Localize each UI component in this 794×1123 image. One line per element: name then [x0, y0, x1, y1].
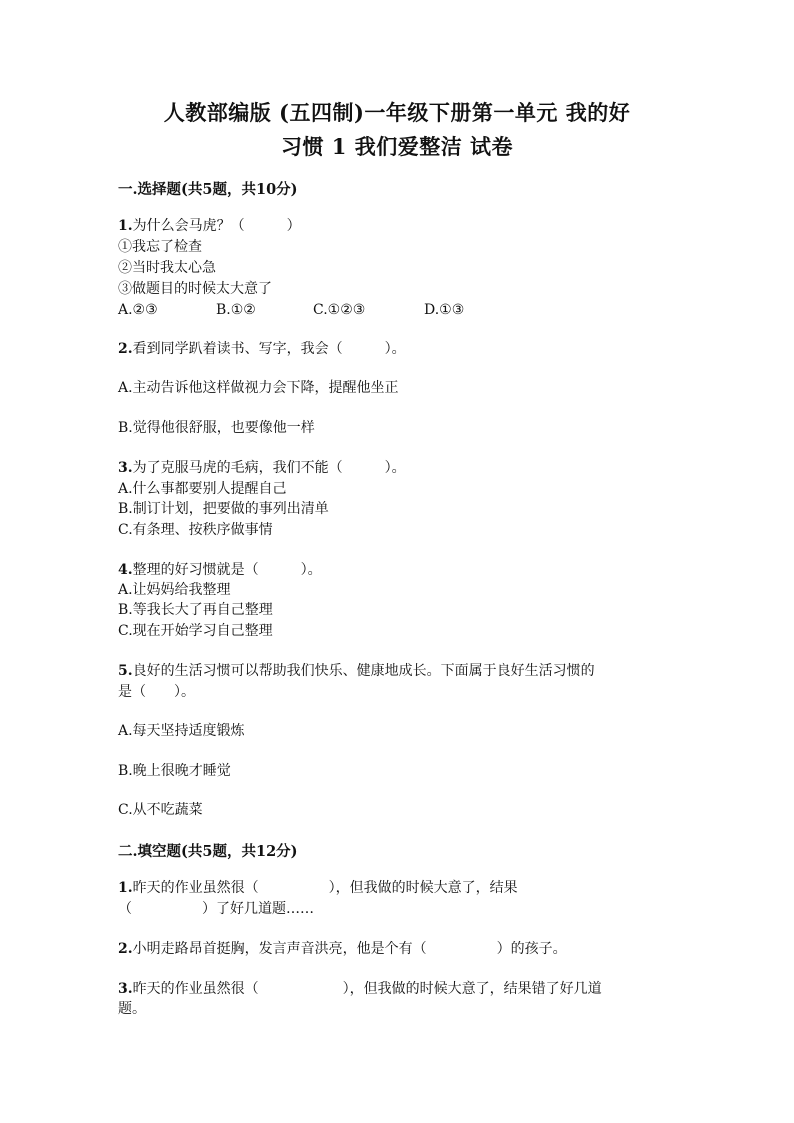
question-number: 2.	[118, 941, 133, 957]
statement: ①我忘了检查	[118, 239, 202, 255]
question-stem: 整理的好习惯就是（ ）。	[132, 562, 322, 578]
question-stem: 为什么会马虎？（ ）	[132, 218, 301, 234]
option-a[interactable]: A.让妈妈给我整理	[118, 582, 231, 598]
option-a[interactable]: A.主动告诉他这样做视力会下降，提醒他坐正	[118, 380, 399, 396]
question-1	[118, 216, 301, 236]
section-heading-choice: 一.选择题(共5题，共10分)	[118, 181, 298, 198]
option-b[interactable]: B.等我长大了再自己整理	[118, 602, 273, 618]
option-a[interactable]: A.②③	[118, 302, 158, 318]
fill-question-1	[118, 878, 518, 898]
question-stem: 为了克服马虎的毛病，我们不能（ ）。	[132, 460, 406, 476]
option-row	[118, 300, 464, 320]
question-text: 小明走路昂首挺胸，发言声音洪亮，他是个有（ ）的孩子。	[132, 941, 567, 957]
question-number: 3.	[118, 981, 133, 997]
question-number: 5.	[118, 663, 133, 679]
fill-question-2	[118, 939, 567, 959]
fill-question-3	[118, 979, 602, 999]
question-2	[118, 339, 406, 359]
question-3	[118, 458, 406, 478]
question-4	[118, 560, 322, 580]
statement: ②当时我太心急	[118, 260, 216, 276]
question-text-continued: （ ）了好几道题……	[118, 901, 314, 917]
option-c[interactable]: C.现在开始学习自己整理	[118, 623, 273, 639]
question-number: 3.	[118, 460, 133, 476]
page-title-line-1: 人教部编版 (五四制)一年级下册第一单元 我的好	[163, 100, 631, 125]
question-number: 1.	[118, 218, 133, 234]
question-text: 昨天的作业虽然很（ ），但我做的时候大意了，结果错了好几道	[132, 981, 602, 997]
question-stem-continued: 是（ ）。	[118, 684, 195, 700]
option-b[interactable]: B.晚上很晚才睡觉	[118, 763, 231, 779]
option-c[interactable]: C.①②③	[313, 302, 366, 318]
question-number: 2.	[118, 341, 133, 357]
question-number: 4.	[118, 562, 133, 578]
option-b[interactable]: B.①②	[216, 302, 256, 318]
option-c[interactable]: C.从不吃蔬菜	[118, 802, 203, 818]
statement: ③做题目的时候太大意了	[118, 281, 272, 297]
question-5	[118, 661, 595, 681]
option-a[interactable]: A.每天坚持适度锻炼	[118, 723, 245, 739]
option-d[interactable]: D.①③	[424, 302, 465, 318]
page-title-line-2: 习惯 1 我们爱整洁 试卷	[280, 134, 514, 159]
question-stem: 看到同学趴着读书、写字，我会（ ）。	[132, 341, 406, 357]
option-b[interactable]: B.觉得他很舒服，也要像他一样	[118, 420, 315, 436]
question-text-continued: 题。	[118, 1001, 146, 1017]
option-b[interactable]: B.制订计划，把要做的事列出清单	[118, 501, 329, 517]
question-stem: 良好的生活习惯可以帮助我们快乐、健康地成长。下面属于良好生活习惯的	[132, 663, 595, 679]
question-text: 昨天的作业虽然很（ ），但我做的时候大意了，结果	[132, 880, 518, 896]
question-number: 1.	[118, 880, 133, 896]
option-c[interactable]: C.有条理、按秩序做事情	[118, 522, 273, 538]
option-a[interactable]: A.什么事都要别人提醒自己	[118, 481, 287, 497]
section-heading-fill-blank: 二.填空题(共5题，共12分)	[118, 843, 298, 860]
